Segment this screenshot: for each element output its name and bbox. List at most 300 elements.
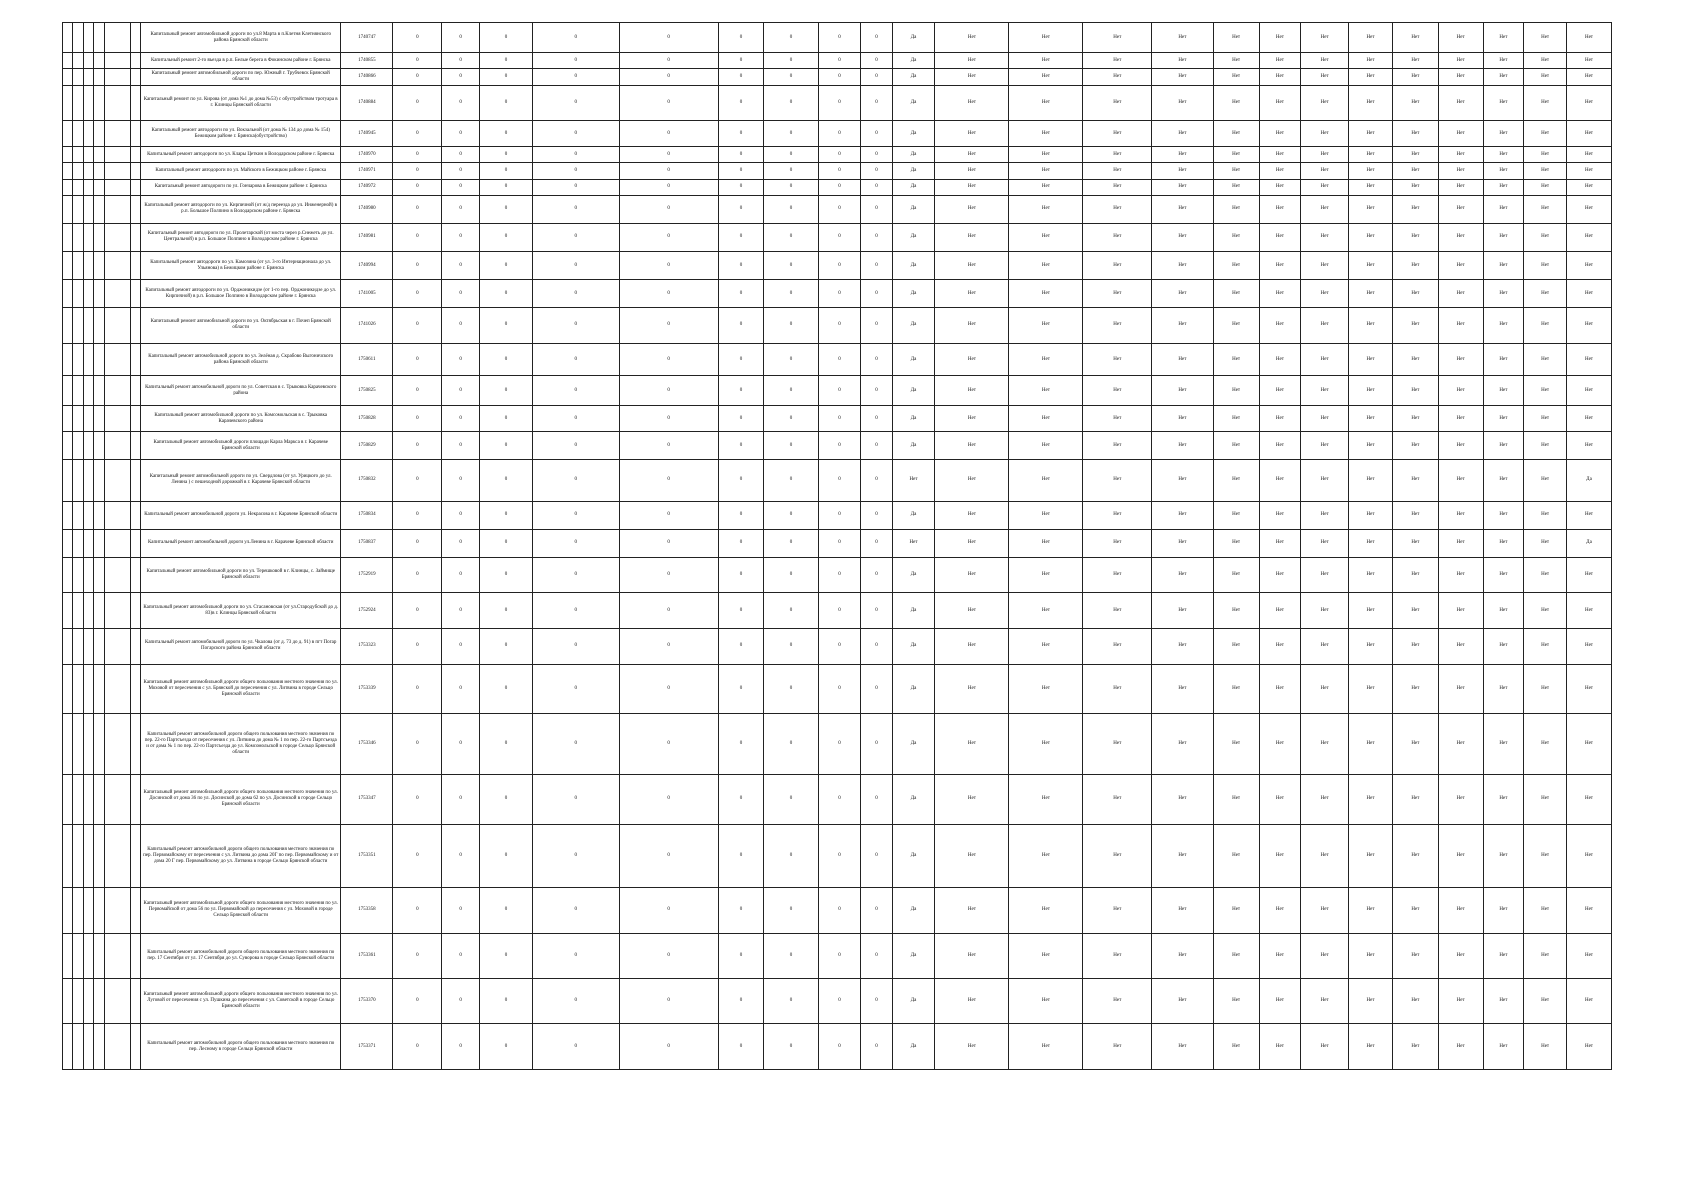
flag-cell: Нет <box>1083 252 1152 280</box>
flag-cell: Нет <box>1524 163 1567 179</box>
flag-cell: Да <box>892 308 935 344</box>
value-cell: 0 <box>393 85 442 121</box>
flag-cell: Нет <box>1301 664 1349 714</box>
flag-cell: Нет <box>1301 308 1349 344</box>
flag-cell: Нет <box>1259 933 1301 978</box>
blank-cell <box>104 824 130 888</box>
flag-cell: Нет <box>1009 376 1083 406</box>
blank-cell <box>104 308 130 344</box>
blank-cell <box>130 252 140 280</box>
blank-cell <box>83 280 93 308</box>
flag-cell: Нет <box>1009 664 1083 714</box>
blank-cell <box>130 432 140 460</box>
value-cell: 0 <box>718 223 764 251</box>
flag-cell: Нет <box>1213 557 1259 593</box>
flag-cell: Нет <box>935 406 1009 432</box>
flag-cell: Нет <box>1438 557 1483 593</box>
blank-cell <box>104 343 130 375</box>
blank-cell <box>73 252 83 280</box>
flag-cell: Нет <box>1009 774 1083 824</box>
value-cell: 0 <box>718 252 764 280</box>
flag-cell: Нет <box>1392 376 1438 406</box>
blank-cell <box>63 179 73 195</box>
value-cell: 0 <box>619 252 718 280</box>
table-body <box>63 23 1612 1070</box>
flag-cell: Нет <box>1392 406 1438 432</box>
flag-cell: Нет <box>1349 628 1393 664</box>
flag-cell: Да <box>892 593 935 629</box>
flag-cell: Нет <box>1349 280 1393 308</box>
value-cell: 0 <box>861 252 892 280</box>
value-cell: 0 <box>861 343 892 375</box>
flag-cell: Нет <box>935 664 1009 714</box>
value-cell: 0 <box>818 714 861 775</box>
flag-cell: Нет <box>1213 933 1259 978</box>
blank-cell <box>73 628 83 664</box>
flag-cell: Нет <box>1009 432 1083 460</box>
blank-cell <box>130 888 140 933</box>
value-cell: 0 <box>442 376 480 406</box>
flag-cell: Нет <box>1438 23 1483 53</box>
blank-cell <box>83 179 93 195</box>
blank-cell <box>63 529 73 557</box>
flag-cell: Нет <box>1259 593 1301 629</box>
blank-cell <box>63 376 73 406</box>
flag-cell: Нет <box>1009 888 1083 933</box>
blank-cell <box>94 23 104 53</box>
flag-cell: Нет <box>1438 432 1483 460</box>
value-cell: 0 <box>764 664 818 714</box>
value-cell: 0 <box>533 774 620 824</box>
value-cell: 0 <box>533 888 620 933</box>
value-cell: 0 <box>619 1024 718 1070</box>
flag-cell: Нет <box>1301 179 1349 195</box>
value-cell: 0 <box>861 593 892 629</box>
blank-cell <box>94 406 104 432</box>
flag-cell: Нет <box>1152 501 1214 529</box>
flag-cell: Нет <box>1483 979 1524 1024</box>
value-cell: 0 <box>764 252 818 280</box>
flag-cell: Нет <box>1524 147 1567 163</box>
value-cell: 0 <box>718 343 764 375</box>
flag-cell: Нет <box>1566 121 1611 147</box>
flag-cell: Нет <box>1083 163 1152 179</box>
value-cell: 0 <box>442 979 480 1024</box>
value-cell: 0 <box>442 179 480 195</box>
value-cell: 0 <box>479 163 532 179</box>
flag-cell: Нет <box>1483 85 1524 121</box>
blank-cell <box>130 714 140 775</box>
value-cell: 0 <box>818 179 861 195</box>
value-cell: 0 <box>718 376 764 406</box>
flag-cell: Нет <box>1483 774 1524 824</box>
flag-cell: Нет <box>1392 69 1438 85</box>
blank-cell <box>73 53 83 69</box>
value-cell: 0 <box>533 308 620 344</box>
value-cell: 0 <box>718 774 764 824</box>
road-repair-table <box>62 22 1612 1070</box>
object-name-cell: Капитальный ремонт автомобильной дороги общего пользования местного значения по ул. Моховой от пересечения с ул. Брянской до пересечения с ул. Литвина в городе Сельцо Брянской области <box>141 664 341 714</box>
blank-cell <box>94 163 104 179</box>
value-cell: 0 <box>818 774 861 824</box>
flag-cell: Нет <box>1083 406 1152 432</box>
object-code-cell: 1750829 <box>341 432 393 460</box>
blank-cell <box>94 121 104 147</box>
blank-cell <box>63 460 73 501</box>
flag-cell: Нет <box>1438 774 1483 824</box>
flag-cell: Да <box>892 376 935 406</box>
value-cell: 0 <box>479 179 532 195</box>
flag-cell: Нет <box>935 1024 1009 1070</box>
flag-cell: Нет <box>1152 774 1214 824</box>
flag-cell: Нет <box>1438 979 1483 1024</box>
flag-cell: Нет <box>1392 308 1438 344</box>
blank-cell <box>94 933 104 978</box>
value-cell: 0 <box>619 501 718 529</box>
value-cell: 0 <box>718 147 764 163</box>
blank-cell <box>63 501 73 529</box>
value-cell: 0 <box>393 529 442 557</box>
value-cell: 0 <box>861 121 892 147</box>
blank-cell <box>130 529 140 557</box>
blank-cell <box>63 628 73 664</box>
blank-cell <box>83 69 93 85</box>
value-cell: 0 <box>533 195 620 223</box>
flag-cell: Нет <box>1301 53 1349 69</box>
flag-cell: Нет <box>1213 501 1259 529</box>
value-cell: 0 <box>533 85 620 121</box>
flag-cell: Нет <box>1349 888 1393 933</box>
flag-cell: Нет <box>1524 1024 1567 1070</box>
value-cell: 0 <box>442 714 480 775</box>
flag-cell: Нет <box>1438 376 1483 406</box>
value-cell: 0 <box>718 195 764 223</box>
flag-cell: Нет <box>1438 121 1483 147</box>
value-cell: 0 <box>442 501 480 529</box>
object-name-cell: Капитальный ремонт автомобильной дороги общего пользования местного значения по пер. Первомайскому от пересечения с ул. Литвина до дома 20Г по пер. Первомайскому и от дома 20 Г пер. Первомайскому до ул. Литвина в городе Сельцо Брянской области <box>141 824 341 888</box>
flag-cell: Нет <box>1213 824 1259 888</box>
blank-cell <box>63 888 73 933</box>
flag-cell: Нет <box>1259 714 1301 775</box>
value-cell: 0 <box>393 252 442 280</box>
blank-cell <box>83 308 93 344</box>
value-cell: 0 <box>861 714 892 775</box>
flag-cell: Нет <box>1483 628 1524 664</box>
flag-cell: Нет <box>1083 85 1152 121</box>
object-code-cell: 1753370 <box>341 979 393 1024</box>
value-cell: 0 <box>718 824 764 888</box>
value-cell: 0 <box>533 406 620 432</box>
value-cell: 0 <box>479 460 532 501</box>
blank-cell <box>104 85 130 121</box>
flag-cell: Нет <box>1083 23 1152 53</box>
value-cell: 0 <box>533 529 620 557</box>
flag-cell: Нет <box>1301 23 1349 53</box>
value-cell: 0 <box>479 376 532 406</box>
blank-cell <box>63 664 73 714</box>
value-cell: 0 <box>764 529 818 557</box>
flag-cell: Нет <box>1152 664 1214 714</box>
flag-cell: Нет <box>1259 628 1301 664</box>
flag-cell: Нет <box>1483 280 1524 308</box>
flag-cell: Нет <box>1152 888 1214 933</box>
object-code-cell: 1740994 <box>341 252 393 280</box>
flag-cell: Нет <box>1083 628 1152 664</box>
value-cell: 0 <box>533 714 620 775</box>
table-row <box>63 69 1612 85</box>
flag-cell: Нет <box>1349 179 1393 195</box>
value-cell: 0 <box>818 147 861 163</box>
flag-cell: Нет <box>1259 376 1301 406</box>
blank-cell <box>94 195 104 223</box>
flag-cell: Нет <box>1566 888 1611 933</box>
flag-cell: Нет <box>1259 664 1301 714</box>
flag-cell: Нет <box>1152 343 1214 375</box>
flag-cell: Нет <box>1524 85 1567 121</box>
value-cell: 0 <box>764 163 818 179</box>
value-cell: 0 <box>479 121 532 147</box>
value-cell: 0 <box>818 979 861 1024</box>
object-code-cell: 1740971 <box>341 163 393 179</box>
flag-cell: Нет <box>1524 69 1567 85</box>
blank-cell <box>104 628 130 664</box>
table-row <box>63 252 1612 280</box>
blank-cell <box>94 824 104 888</box>
value-cell: 0 <box>479 195 532 223</box>
flag-cell: Нет <box>1009 501 1083 529</box>
value-cell: 0 <box>393 979 442 1024</box>
flag-cell: Нет <box>1083 280 1152 308</box>
value-cell: 0 <box>619 406 718 432</box>
flag-cell: Нет <box>1349 121 1393 147</box>
flag-cell: Нет <box>1566 163 1611 179</box>
flag-cell: Нет <box>1524 343 1567 375</box>
value-cell: 0 <box>764 343 818 375</box>
value-cell: 0 <box>764 557 818 593</box>
blank-cell <box>73 1024 83 1070</box>
flag-cell: Да <box>892 714 935 775</box>
flag-cell: Да <box>1566 460 1611 501</box>
value-cell: 0 <box>393 774 442 824</box>
object-name-cell: Капитальный ремонт автомобильной дороги по ул.8 Марта в п.Клетня Клетнянского района Брянской области <box>141 23 341 53</box>
object-name-cell: Капитальный ремонт автодороги по ул. Камозина (от ул. 3-го Интернационала до ул. Ульянова) в Бежицком районе г. Брянска <box>141 252 341 280</box>
flag-cell: Нет <box>1392 593 1438 629</box>
flag-cell: Нет <box>1213 280 1259 308</box>
value-cell: 0 <box>718 979 764 1024</box>
flag-cell: Нет <box>1483 1024 1524 1070</box>
flag-cell: Нет <box>935 53 1009 69</box>
value-cell: 0 <box>764 376 818 406</box>
value-cell: 0 <box>393 121 442 147</box>
object-code-cell: 1740970 <box>341 147 393 163</box>
flag-cell: Нет <box>935 979 1009 1024</box>
flag-cell: Нет <box>1213 888 1259 933</box>
flag-cell: Да <box>892 147 935 163</box>
flag-cell: Нет <box>1438 529 1483 557</box>
flag-cell: Нет <box>935 223 1009 251</box>
table-row <box>63 121 1612 147</box>
flag-cell: Нет <box>935 121 1009 147</box>
blank-cell <box>130 593 140 629</box>
flag-cell: Нет <box>1083 557 1152 593</box>
value-cell: 0 <box>861 933 892 978</box>
flag-cell: Нет <box>1301 714 1349 775</box>
flag-cell: Да <box>892 69 935 85</box>
value-cell: 0 <box>718 432 764 460</box>
flag-cell: Нет <box>1524 195 1567 223</box>
flag-cell: Нет <box>1349 69 1393 85</box>
blank-cell <box>63 252 73 280</box>
value-cell: 0 <box>619 163 718 179</box>
flag-cell: Нет <box>1152 121 1214 147</box>
object-name-cell: Капитальный ремонт автомобильной дороги по ул. Октябрьская в г. Почеп Брянской области <box>141 308 341 344</box>
flag-cell: Нет <box>1259 432 1301 460</box>
blank-cell <box>63 163 73 179</box>
blank-cell <box>63 593 73 629</box>
blank-cell <box>94 593 104 629</box>
flag-cell: Нет <box>1483 195 1524 223</box>
blank-cell <box>73 593 83 629</box>
object-name-cell: Капитальный ремонт автомобильной дороги по ул. Стасановская (от ул.Стародубской до д. 83)в г. Клинцы Брянской области <box>141 593 341 629</box>
flag-cell: Нет <box>1566 223 1611 251</box>
flag-cell: Нет <box>892 529 935 557</box>
value-cell: 0 <box>533 501 620 529</box>
flag-cell: Нет <box>1524 664 1567 714</box>
flag-cell: Нет <box>1083 460 1152 501</box>
flag-cell: Нет <box>1152 1024 1214 1070</box>
blank-cell <box>130 979 140 1024</box>
flag-cell: Нет <box>1301 933 1349 978</box>
flag-cell: Нет <box>1566 179 1611 195</box>
flag-cell: Нет <box>1566 69 1611 85</box>
value-cell: 0 <box>479 280 532 308</box>
table-row <box>63 376 1612 406</box>
blank-cell <box>63 223 73 251</box>
flag-cell: Нет <box>1213 664 1259 714</box>
blank-cell <box>104 1024 130 1070</box>
value-cell: 0 <box>533 69 620 85</box>
blank-cell <box>104 933 130 978</box>
value-cell: 0 <box>442 593 480 629</box>
flag-cell: Нет <box>1259 1024 1301 1070</box>
value-cell: 0 <box>533 376 620 406</box>
value-cell: 0 <box>619 432 718 460</box>
value-cell: 0 <box>393 179 442 195</box>
object-name-cell: Капитальный ремонт автомобильной дороги по ул. Терешковой в г. Клинцы, с. Займище Брянской области <box>141 557 341 593</box>
blank-cell <box>73 406 83 432</box>
flag-cell: Нет <box>1083 223 1152 251</box>
blank-cell <box>73 557 83 593</box>
flag-cell: Нет <box>1259 163 1301 179</box>
flag-cell: Нет <box>1083 529 1152 557</box>
blank-cell <box>83 933 93 978</box>
flag-cell: Нет <box>1301 69 1349 85</box>
value-cell: 0 <box>818 343 861 375</box>
flag-cell: Нет <box>935 23 1009 53</box>
table-row <box>63 406 1612 432</box>
flag-cell: Нет <box>1213 252 1259 280</box>
blank-cell <box>130 557 140 593</box>
value-cell: 0 <box>533 824 620 888</box>
flag-cell: Нет <box>1009 280 1083 308</box>
object-name-cell: Капитальный ремонт автодороги по ул. Пролетарской (от моста через р.Снежеть до ул. Центральной) в р.п. Большое Полпино в Володарском районе г. Брянска <box>141 223 341 251</box>
flag-cell: Нет <box>1259 774 1301 824</box>
flag-cell: Нет <box>935 432 1009 460</box>
blank-cell <box>83 664 93 714</box>
value-cell: 0 <box>442 53 480 69</box>
flag-cell: Нет <box>1213 121 1259 147</box>
blank-cell <box>130 85 140 121</box>
flag-cell: Нет <box>1524 628 1567 664</box>
value-cell: 0 <box>764 53 818 69</box>
value-cell: 0 <box>533 664 620 714</box>
table-row <box>63 593 1612 629</box>
blank-cell <box>83 501 93 529</box>
flag-cell: Да <box>892 406 935 432</box>
blank-cell <box>130 824 140 888</box>
flag-cell: Нет <box>1083 343 1152 375</box>
blank-cell <box>130 121 140 147</box>
flag-cell: Нет <box>1213 529 1259 557</box>
value-cell: 0 <box>718 308 764 344</box>
blank-cell <box>73 308 83 344</box>
value-cell: 0 <box>861 223 892 251</box>
flag-cell: Нет <box>935 179 1009 195</box>
blank-cell <box>104 147 130 163</box>
blank-cell <box>73 460 83 501</box>
value-cell: 0 <box>393 593 442 629</box>
value-cell: 0 <box>442 69 480 85</box>
value-cell: 0 <box>718 888 764 933</box>
flag-cell: Нет <box>1009 824 1083 888</box>
blank-cell <box>130 1024 140 1070</box>
flag-cell: Нет <box>1152 714 1214 775</box>
flag-cell: Нет <box>1083 664 1152 714</box>
flag-cell: Нет <box>1438 53 1483 69</box>
value-cell: 0 <box>818 1024 861 1070</box>
blank-cell <box>83 824 93 888</box>
object-name-cell: Капитальный ремонт автомобильной дороги общего пользования местного значения по ул. Луговой от пересечения с ул. Пушкина до пересечения с ул. Советской в городе Сельцо Брянской области <box>141 979 341 1024</box>
blank-cell <box>130 406 140 432</box>
flag-cell: Нет <box>1438 343 1483 375</box>
flag-cell: Нет <box>1213 69 1259 85</box>
flag-cell: Нет <box>1259 280 1301 308</box>
object-name-cell: Капитальный ремонт автомобильной дороги общего пользования местного значения по ул. Досинской от дома 36 по ул. Досинской до дома 62 по ул. Досинской в городе Сельцо Брянской области <box>141 774 341 824</box>
value-cell: 0 <box>393 933 442 978</box>
value-cell: 0 <box>533 252 620 280</box>
blank-cell <box>104 23 130 53</box>
flag-cell: Нет <box>1213 774 1259 824</box>
value-cell: 0 <box>393 223 442 251</box>
table-row <box>63 664 1612 714</box>
value-cell: 0 <box>619 308 718 344</box>
flag-cell: Да <box>892 557 935 593</box>
flag-cell: Нет <box>1009 933 1083 978</box>
value-cell: 0 <box>479 888 532 933</box>
value-cell: 0 <box>442 163 480 179</box>
flag-cell: Да <box>892 252 935 280</box>
value-cell: 0 <box>393 308 442 344</box>
value-cell: 0 <box>479 824 532 888</box>
flag-cell: Нет <box>1009 593 1083 629</box>
value-cell: 0 <box>442 147 480 163</box>
value-cell: 0 <box>442 933 480 978</box>
flag-cell: Нет <box>1438 195 1483 223</box>
flag-cell: Нет <box>1009 147 1083 163</box>
value-cell: 0 <box>533 53 620 69</box>
flag-cell: Нет <box>1083 501 1152 529</box>
object-code-cell: 1750825 <box>341 376 393 406</box>
